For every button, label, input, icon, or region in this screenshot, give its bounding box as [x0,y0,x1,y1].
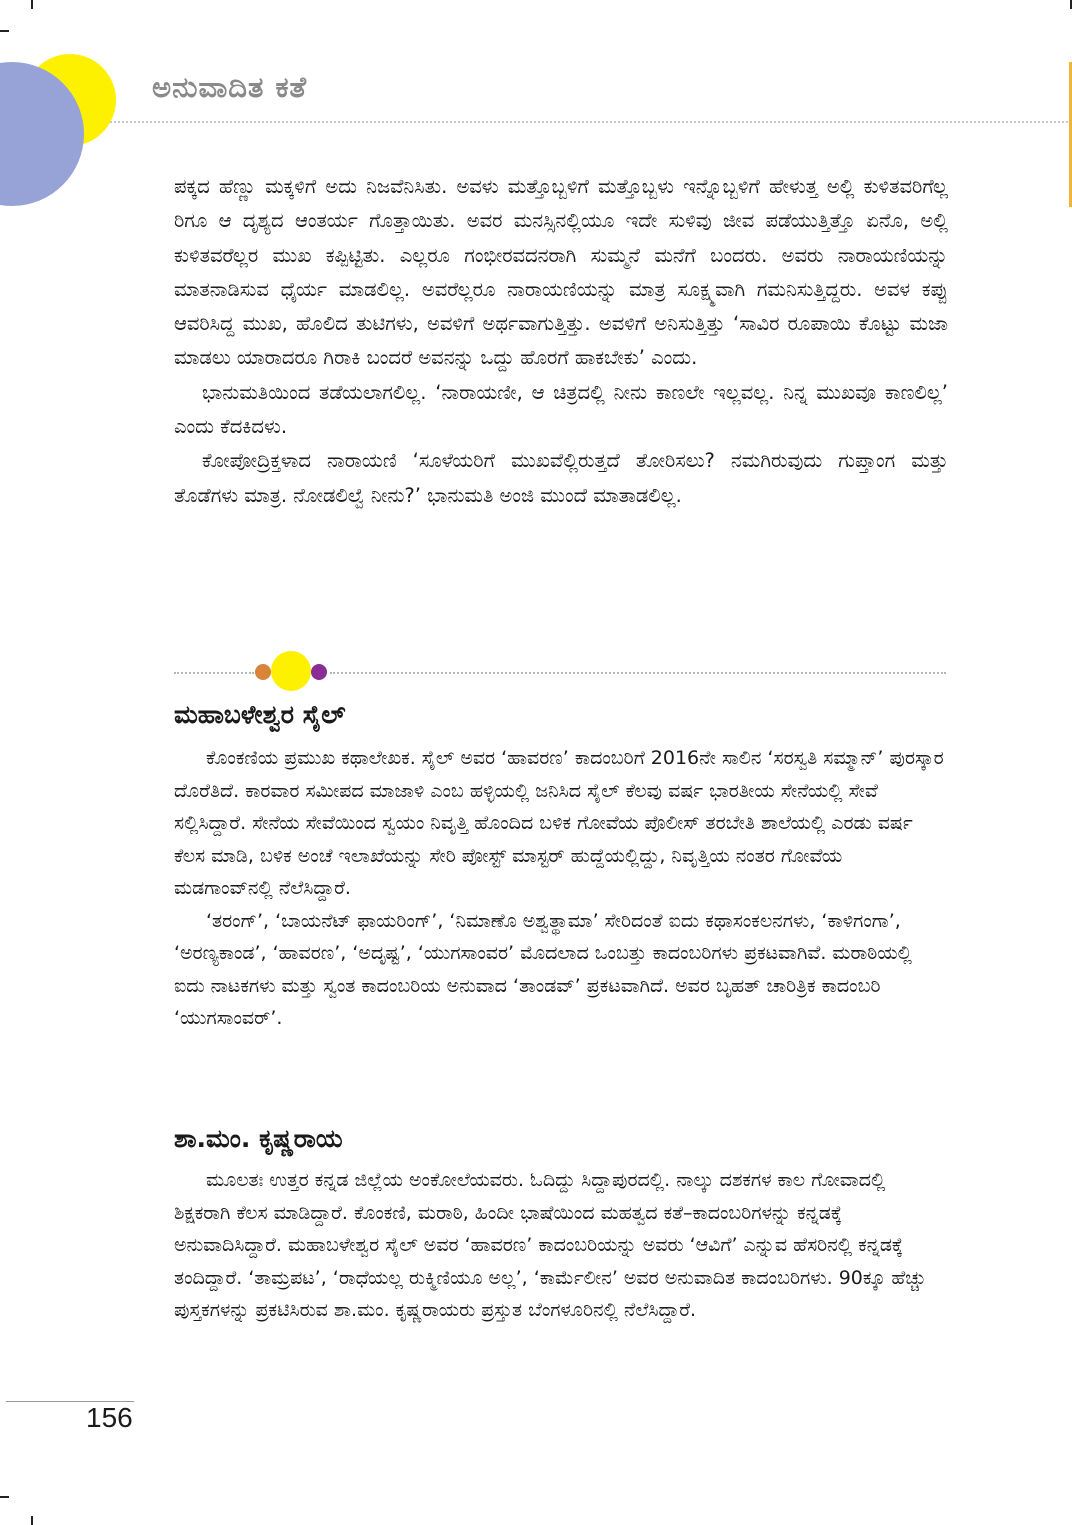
story-paragraph: ಪಕ್ಕದ ಹೆಣ್ಣು ಮಕ್ಕಳಿಗೆ ಅದು ನಿಜವೆನಿಸಿತು. ಅವಳು ಮತ್ತೊಬ್ಬಳಿಗೆ ಮತ್ತೊಬ್ಬಳು ಇನ್ನೊಬ್ಬಳಿಗೆ ಹೇಳುತ್ತ ಅಲ್ಲಿ ಕುಳಿತವರಿಗೆಲ್ಲ ರಿಗೂ ಆ ದೃಶ್ಯದ ಆಂತರ್ಯ ಗೊತ್ತಾಯಿತು. ಅವರ ಮನಸ್ಸಿನಲ್ಲಿಯೂ ಇದೇ ಸುಳಿವು ಜೀವ ಪಡೆಯುತ್ತಿತ್ತೊ ಏನೊ, ಅಲ್ಲಿ ಕುಳಿತವರೆಲ್ಲರ ಮುಖ ಕಪ್ಪಿಟ್ಟಿತು. ಎಲ್ಲರೂ ಗಂಭೀರವದನರಾಗಿ ಸುಮ್ಮನೆ ಮನೆಗೆ ಬಂದರು. ಅವರು ನಾರಾಯಣಿಯನ್ನು ಮಾತನಾಡಿಸುವ ಧೈರ್ಯ ಮಾಡಲಿಲ್ಲ. ಅವರೆಲ್ಲರೂ ನಾರಾಯಣಿಯನ್ನು ಮಾತ್ರ ಸೂಕ್ಷ್ಮವಾಗಿ ಗಮನಿಸುತ್ತಿದ್ದರು. ಅವಳ ಕಪ್ಪು ಆವರಿಸಿದ್ದ ಮುಖ, ಹೊಲಿದ ತುಟಿಗಳು, ಅವಳಿಗೆ ಅರ್ಥವಾಗುತ್ತಿತ್ತು. ಅವಳಿಗೆ ಅನಿಸುತ್ತಿತ್ತು ‘ಸಾವಿರ ರೂಪಾಯಿ ಕೊಟ್ಟು ಮಜಾ ಮಾಡಲು ಯಾರಾದರೂ ಗಿರಾಕಿ ಬಂದರೆ ಅವನನ್ನು ಒದ್ದು ಹೊರಗೆ ಹಾಕಬೇಕು’ ಎಂದು. [174,175,948,370]
header-dotted-rule [110,121,1068,123]
story-text [174,170,948,513]
author-bio [174,742,944,1035]
translator-name: ಶಾ.ಮಂ. ಕೃಷ್ಣರಾಯ [174,1124,343,1153]
bio-paragraph: ‘ತರಂಗ್’, ‘ಬಾಯನೆಟ್ ಫಾಯರಿಂಗ್’, ‘ನಿಮಾಣೊ ಅಶ್ವತ್ಥಾಮಾ’ ಸೇರಿದಂತೆ ಐದು ಕಥಾಸಂಕಲನಗಳು, ‘ಕಾಳಿಗಂಗಾ’, ‘ಅರಣ್ಯಕಾಂಡ’, ‘ಹಾವರಣ’, ‘ಅದೃಷ್ಟ’, ‘ಯುಗಸಾಂವರ’ ಮೊದಲಾದ ಒಂಬತ್ತು ಕಾದಂಬರಿಗಳು ಪ್ರಕಟವಾಗಿವೆ. ಮರಾಠಿಯಲ್ಲಿ ಐದು ನಾಟಕಗಳು ಮತ್ತು ಸ್ವಂತ ಕಾದಂಬರಿಯ ಅನುವಾದ ‘ತಾಂಡವ್’ ಪ್ರಕಟವಾಗಿದೆ. ಅವರ ಬೃಹತ್ ಚಾರಿತ್ರಿಕ ಕಾದಂಬರಿ ‘ಯುಗಸಾಂವರ್’. [174,909,912,1029]
bio-paragraph: ಕೊಂಕಣಿಯ ಪ್ರಮುಖ ಕಥಾಲೇಖಕ. ಸೈಲ್ ಅವರ ‘ಹಾವರಣ’ ಕಾದಂಬರಿಗೆ 2016ನೇ ಸಾಲಿನ ‘ಸರಸ್ವತಿ ಸಮ್ಮಾನ್’ ಪುರಸ್ಕಾರ ದೊರೆತಿದೆ. ಕಾರವಾರ ಸಮೀಪದ ಮಾಜಾಳಿ ಎಂಬ ಹಳ್ಳಿಯಲ್ಲಿ ಜನಿಸಿದ ಸೈಲ್ ಕೆಲವು ವರ್ಷ ಭಾರತೀಯ ಸೇನೆಯಲ್ಲಿ ಸೇವೆ ಸಲ್ಲಿಸಿದ್ದಾರೆ. ಸೇನೆಯ ಸೇವೆಯಿಂದ ಸ್ವಯಂ ನಿವೃತ್ತಿ ಹೊಂದಿದ ಬಳಿಕ ಗೋವೆಯ ಪೊಲೀಸ್ ತರಬೇತಿ ಶಾಲೆಯಲ್ಲಿ ಎರಡು ವರ್ಷ ಕೆಲಸ ಮಾಡಿ, ಬಳಿಕ ಅಂಚೆ ಇಲಾಖೆಯನ್ನು ಸೇರಿ ಪೋಸ್ಟ್ ಮಾಸ್ಟರ್ ಹುದ್ದೆಯಲ್ಲಿದ್ದು, ನಿವೃತ್ತಿಯ ನಂತರ ಗೋವೆಯ ಮಡಗಾಂವ್‌ನಲ್ಲಿ ನೆಲೆಸಿದ್ದಾರೆ. [174,747,944,899]
divider-dotted-line-left [174,672,254,674]
author-name: ಮಹಾಬಳೇಶ್ವರ ಸೈಲ್ [174,700,346,729]
divider-dotted-line-right [330,672,946,674]
translator-bio [174,1164,944,1327]
crop-mark [31,0,33,9]
story-paragraph: ಕೋಪೋದ್ರಿಕ್ತಳಾದ ನಾರಾಯಣಿ ‘ಸೂಳೆಯರಿಗೆ ಮುಖವೆಲ್ಲಿರುತ್ತದೆ ತೋರಿಸಲು? ನಮಗಿರುವುದು ಗುಪ್ತಾಂಗ ಮತ್ತು ತೊಡೆಗಳು ಮಾತ್ರ. ನೋಡಲಿಲ್ವೆ ನೀನು?’ ಭಾನುಮತಿ ಅಂಜಿ ಮುಂದೆ ಮಾತಾಡಲಿಲ್ಲ. [174,449,948,507]
story-paragraph: ಭಾನುಮತಿಯಿಂದ ತಡೆಯಲಾಗಲಿಲ್ಲ. ‘ನಾರಾಯಣೀ, ಆ ಚಿತ್ರದಲ್ಲಿ ನೀನು ಕಾಣಲೇ ಇಲ್ಲವಲ್ಲ. ನಿನ್ನ ಮುಖವೂ ಕಾಣಲಿಲ್ಲ’ ಎಂದು ಕೆದಕಿದಳು. [174,380,948,439]
divider-purple-dot [311,664,327,680]
divider-orange-dot [255,664,271,680]
bio-paragraph: ಮೂಲತಃ ಉತ್ತರ ಕನ್ನಡ ಜಿಲ್ಲೆಯ ಅಂಕೋಲೆಯವರು. ಓದಿದ್ದು ಸಿದ್ದಾಪುರದಲ್ಲಿ. ನಾಲ್ಕು ದಶಕಗಳ ಕಾಲ ಗೋವಾದಲ್ಲಿ ಶಿಕ್ಷಕರಾಗಿ ಕೆಲಸ ಮಾಡಿದ್ದಾರೆ. ಕೊಂಕಣಿ, ಮರಾಠಿ, ಹಿಂದೀ ಭಾಷೆಯಿಂದ ಮಹತ್ವದ ಕತೆ–ಕಾದಂಬರಿಗಳನ್ನು ಕನ್ನಡಕ್ಕೆ ಅನುವಾದಿಸಿದ್ದಾರೆ. ಮಹಾಬಳೇಶ್ವರ ಸೈಲ್ ಅವರ ‘ಹಾವರಣ’ ಕಾದಂಬರಿಯನ್ನು ಅವರು ‘ಆವಿಗೆ’ ಎನ್ನುವ ಹೆಸರಿನಲ್ಲಿ ಕನ್ನಡಕ್ಕೆ ತಂದಿದ್ದಾರೆ. ‘ತಾಮ್ರಪಟ’, ‘ರಾಧೆಯಲ್ಲ ರುಕ್ಮಿಣಿಯೂ ಅಲ್ಲ’, ‘ಕಾರ್ಮೆಲೀನ’ ಅವರ ಅನುವಾದಿತ ಕಾದಂಬರಿಗಳು. 90ಕ್ಕೂ ಹೆಚ್ಚು ಪುಸ್ತಕಗಳನ್ನು ಪ್ರಕಟಿಸಿರುವ ಶಾ.ಮಂ. ಕೃಷ್ಣರಾಯರು ಪ್ರಸ್ತುತ ಬೆಂಗಳೂರಿನಲ್ಲಿ ನೆಲೆಸಿದ್ದಾರೆ. [174,1169,927,1321]
page-number: 156 [86,1402,133,1433]
crop-mark [0,30,9,32]
divider-yellow-dot [271,651,311,691]
crop-mark [0,1496,9,1498]
section-title: ಅನುವಾದಿತ ಕತೆ [152,70,308,104]
crop-mark [31,1516,33,1525]
